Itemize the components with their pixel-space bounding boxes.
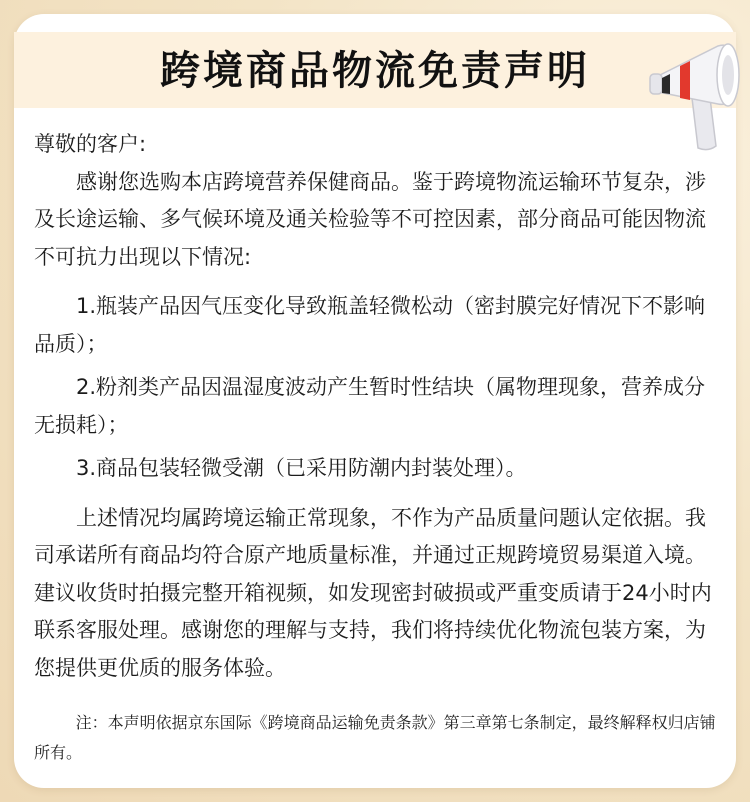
greeting: 尊敬的客户: bbox=[34, 132, 147, 156]
list-item: 3.商品包装轻微受潮（已采用防潮内封装处理）。 bbox=[76, 456, 527, 480]
statement-body bbox=[34, 126, 724, 687]
list-item: 2.粉剂类产品因温湿度波动产生暂时性结块（属物理现象，营养成分无损耗）； bbox=[34, 375, 706, 437]
list-item: 1.瓶装产品因气压变化导致瓶盖轻微松动（密封膜完好情况下不影响品质）； bbox=[34, 294, 706, 356]
footnote bbox=[34, 708, 724, 768]
footnote-text: 注：本声明依据京东国际《跨境商品运输免责条款》第三章第七条制定，最终解释权归店铺所有。 bbox=[34, 713, 716, 762]
conclusion-paragraph: 上述情况均属跨境运输正常现象，不作为产品质量问题认定依据。我司承诺所有商品均符合原产地质量标准，并通过正规跨境贸易渠道入境。建议收货时拍摄完整开箱视频，如发现密封破损或严重变质请于24小时内联系客服处理。感谢您的理解与支持，我们将持续优化物流包装方案，为您提供更优质的服务体验。 bbox=[34, 505, 712, 680]
intro-paragraph: 感谢您选购本店跨境营养保健商品。鉴于跨境物流运输环节复杂，涉及长途运输、多气候环境及通关检验等不可控因素，部分商品可能因物流不可抗力出现以下情况: bbox=[34, 169, 706, 269]
page-title: 跨境商品物流免责声明 bbox=[160, 48, 590, 94]
